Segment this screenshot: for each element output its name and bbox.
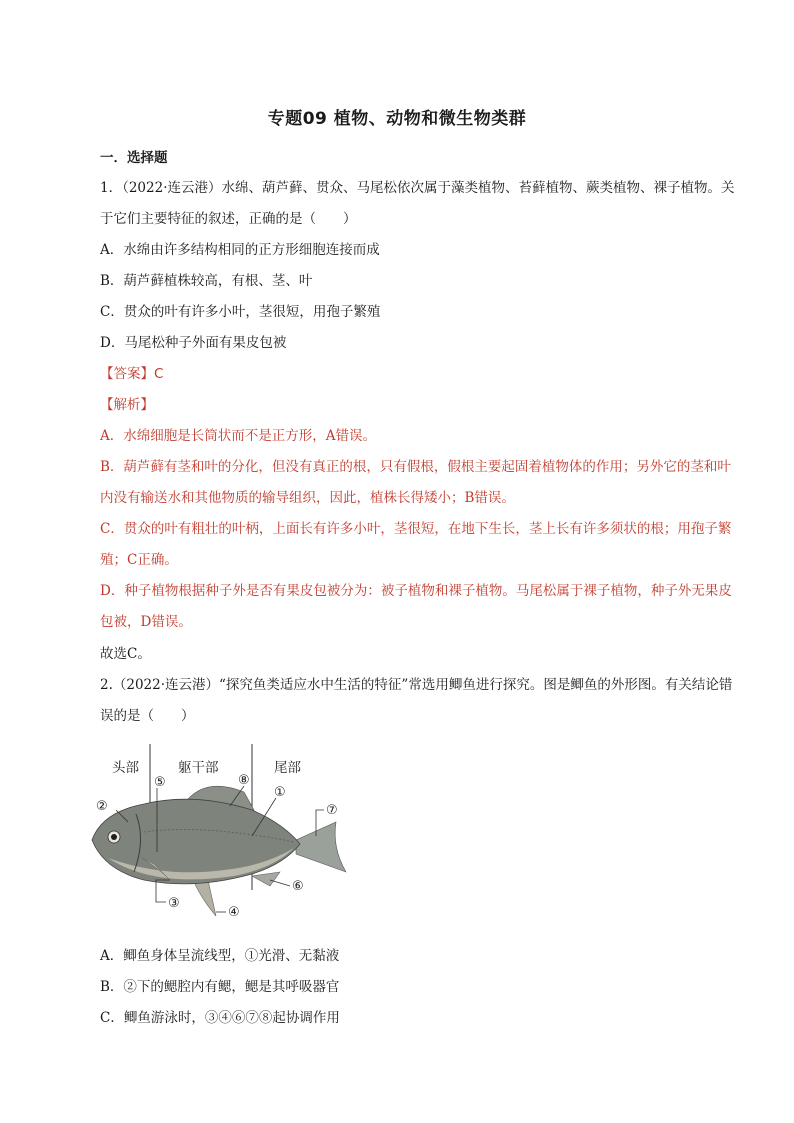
q2-option-a: A．鲫鱼身体呈流线型，①光滑、无黏液 (100, 948, 340, 964)
head-label: 头部 (112, 760, 139, 776)
q1-explain-b-1: B．葫芦藓有茎和叶的分化，但没有真正的根，只有假根，假根主要起固着植物体的作用；另外它的茎和叶 (100, 459, 731, 475)
q1-explain-a: A．水绵细胞是长筒状而不是正方形，A错误。 (100, 428, 376, 444)
section-heading: 一．选择题 (100, 150, 168, 166)
q1-explain-b-2: 内没有输送水和其他物质的输导组织，因此，植株长得矮小；B错误。 (100, 490, 515, 506)
q1-analysis-label: 【解析】 (100, 397, 154, 413)
q1-stem-line-1: 1．（2022·连云港）水绵、葫芦藓、贯众、马尾松依次属于藻类植物、苔藓植物、蕨类植物、裸子植物。关 (100, 180, 735, 196)
q1-explain-c-2: 殖；C正确。 (100, 552, 178, 568)
q1-conclusion: 故选C。 (100, 646, 151, 662)
tail-label: 尾部 (274, 760, 301, 776)
callout-6: ⑥ (292, 879, 304, 894)
q1-stem-line-2: 于它们主要特征的叙述，正确的是（ ） (100, 211, 357, 227)
q2-option-b: B．②下的鳃腔内有鳃，鳃是其呼吸器官 (100, 979, 340, 995)
callout-7: ⑦ (326, 803, 338, 818)
q2-stem-line-1: 2.（2022·连云港）“探究鱼类适应水中生活的特征”常选用鲫鱼进行探究。图是鲫鱼的外形图。有关结论错 (100, 677, 733, 693)
q1-option-a: A．水绵由许多结构相同的正方形细胞连接而成 (100, 242, 380, 258)
q1-option-b: B．葫芦藓植株较高，有根、茎、叶 (100, 273, 313, 289)
caudal-fin (296, 822, 346, 872)
q1-option-c: C．贯众的叶有许多小叶，茎很短，用孢子繁殖 (100, 304, 381, 320)
q1-explain-c-1: C．贯众的叶有粗壮的叶柄，上面长有许多小叶，茎很短，在地下生长，茎上长有许多须状的根；用孢子繁 (100, 521, 732, 537)
callout-4: ④ (228, 905, 240, 920)
q1-explain-d-2: 包被，D错误。 (100, 614, 192, 630)
q2-option-c: C．鲫鱼游泳时，③④⑥⑦⑧起协调作用 (100, 1010, 340, 1026)
q1-option-d: D．马尾松种子外面有果皮包被 (100, 335, 287, 351)
leader-6 (270, 880, 290, 886)
callout-1: ① (274, 785, 286, 800)
trunk-label: 躯干部 (178, 760, 219, 776)
q2-stem-line-2: 误的是（ ） (100, 708, 195, 724)
callout-8: ⑧ (238, 773, 250, 788)
page-title: 专题09 植物、动物和微生物类群 (267, 109, 527, 129)
callout-2: ② (96, 799, 108, 814)
anal-fin (252, 872, 280, 886)
fish-body (92, 799, 300, 884)
q1-explain-d-1: D．种子植物根据种子外是否有果皮包被分为：被子植物和裸子植物。马尾松属于裸子植物，种子外无果皮 (100, 583, 732, 599)
fish-illustration (92, 786, 346, 916)
crucian-carp-diagram (84, 740, 374, 930)
q1-answer: 【答案】C (100, 366, 164, 382)
callout-3: ③ (168, 896, 180, 911)
fish-pupil (111, 834, 117, 840)
callout-5: ⑤ (154, 775, 166, 790)
